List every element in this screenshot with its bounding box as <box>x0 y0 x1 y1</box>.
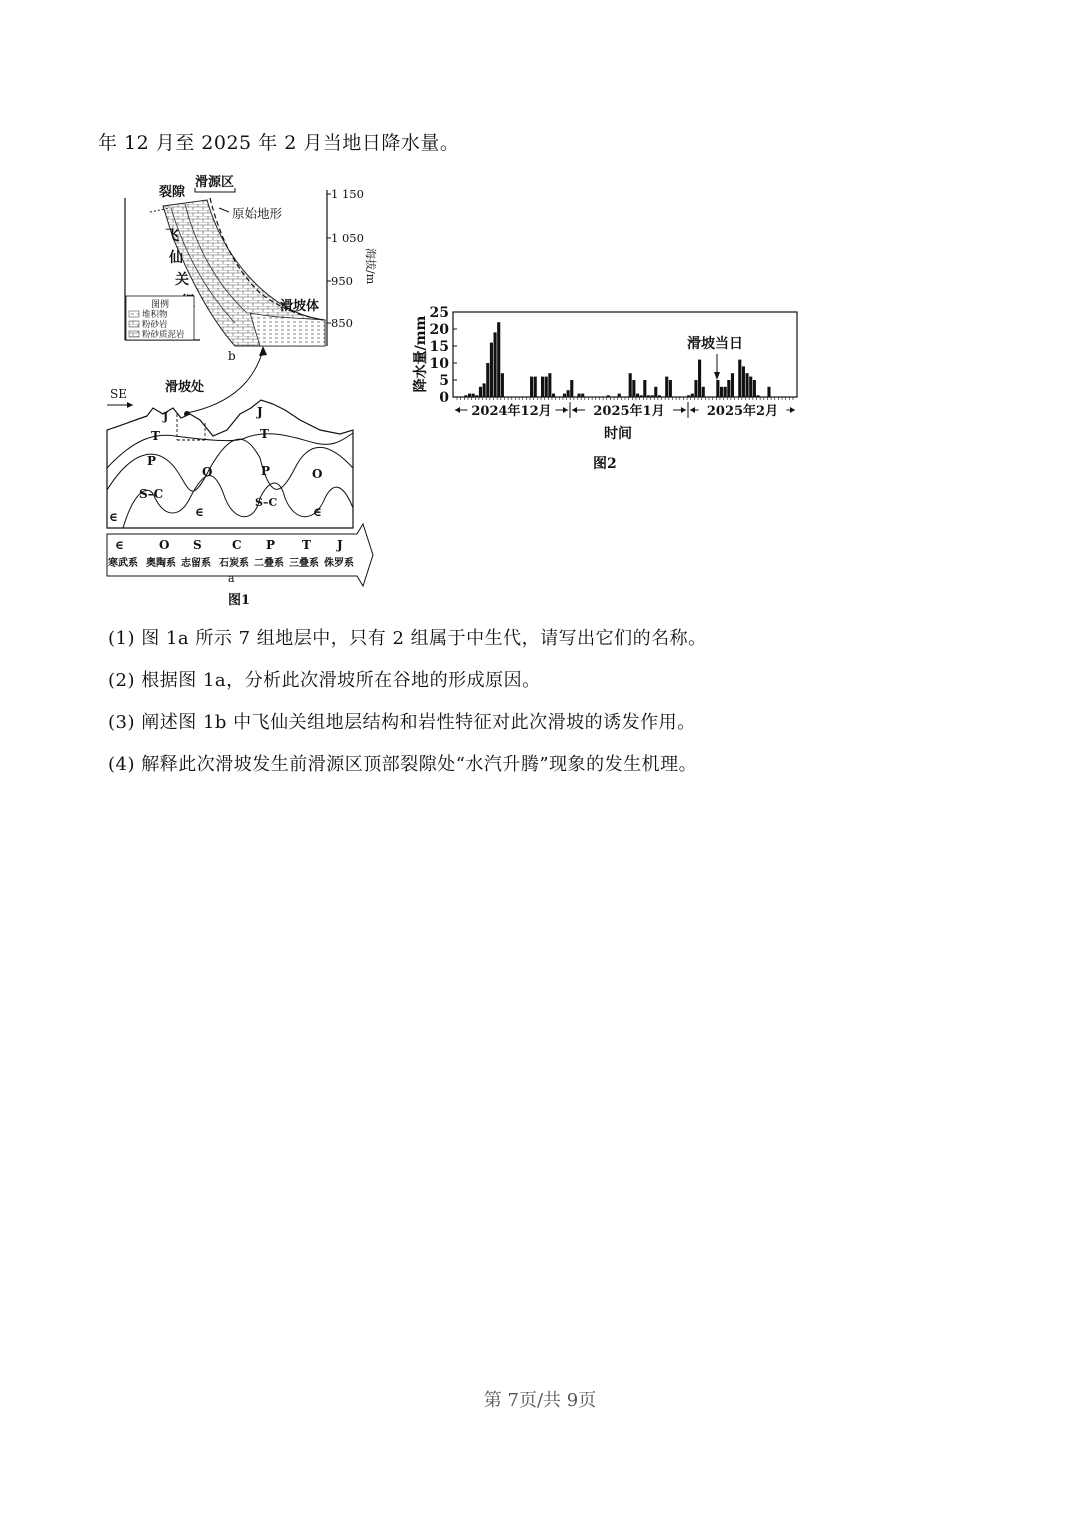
stratum-label: J <box>257 405 263 419</box>
direction-label: SE <box>110 387 127 401</box>
precip-bar <box>501 373 504 397</box>
figure-1b-sublabel: b <box>228 349 236 363</box>
figure-1a <box>107 379 373 586</box>
precip-bar <box>490 343 493 397</box>
strata-name: 奥陶系 <box>146 558 176 569</box>
precip-bar <box>746 373 749 397</box>
precip-bar <box>658 395 661 397</box>
landslide-site-label: 滑坡处 <box>165 380 205 395</box>
elev-tick-950: 950 <box>331 274 353 288</box>
period-label: 2025年1月 <box>593 404 665 419</box>
formation-char-2: 仙 <box>169 250 183 266</box>
y-tick-label: 25 <box>429 305 449 321</box>
precip-bar <box>567 390 570 397</box>
precip-bar <box>742 366 745 397</box>
precip-bar <box>545 377 548 397</box>
y-axis-label: 降水量/mm <box>413 315 429 393</box>
period-labels <box>455 402 795 419</box>
crack-label: 裂隙 <box>159 185 186 200</box>
stratum-label: P <box>147 454 157 468</box>
precip-bar <box>698 360 701 397</box>
stratum-label: P <box>261 464 271 478</box>
strata-sequence-arrow <box>107 524 373 586</box>
precip-bar <box>738 360 741 397</box>
precip-bar <box>472 394 475 397</box>
precip-bar <box>468 394 471 397</box>
precip-bar <box>581 394 584 397</box>
figure-2-caption: 图2 <box>593 456 617 472</box>
precip-bar <box>727 380 730 397</box>
precip-bar <box>636 394 639 397</box>
period-label: 2024年12月 <box>471 404 552 419</box>
stratum-label: T <box>151 429 160 443</box>
period-span-arrowhead <box>681 407 686 413</box>
precip-bar <box>724 387 727 397</box>
y-tick-label: 0 <box>439 390 449 406</box>
strata-code: J <box>337 538 343 552</box>
stratum-label: ∈ <box>313 505 322 519</box>
precip-bar <box>464 395 467 397</box>
stratum-label: O <box>202 465 213 479</box>
landslide-day-label: 滑坡当日 <box>687 336 743 352</box>
y-tick-label: 20 <box>429 322 449 338</box>
stratum-label: J <box>163 410 169 423</box>
precip-bar <box>753 380 756 397</box>
precip-bar <box>632 380 635 397</box>
slide-mass-label: 滑坡体 <box>280 299 320 314</box>
precip-bar <box>731 373 734 397</box>
y-tick-label: 5 <box>439 373 449 389</box>
legend-title: 图例 <box>151 300 170 310</box>
precip-bar <box>563 394 566 397</box>
precip-bar <box>541 377 544 397</box>
precip-bar <box>629 373 632 397</box>
strata-name: 二叠系 <box>254 558 284 569</box>
precip-bar <box>483 383 486 397</box>
period-span-arrowhead <box>690 407 695 413</box>
precip-bar <box>665 377 668 397</box>
precip-bar <box>530 377 533 397</box>
legend-item-silty-mudstone: 粉砂质泥岩 <box>142 330 185 340</box>
strata-code: S <box>193 538 202 552</box>
precip-bar <box>651 395 654 397</box>
question-1: (1) 图 1a 所示 7 组地层中，只有 2 组属于中生代，请写出它们的名称。 <box>108 628 707 649</box>
elev-tick-850: 850 <box>331 316 353 330</box>
elev-tick-1150: 1 150 <box>331 187 364 201</box>
precip-bar <box>749 377 752 397</box>
strata-code: C <box>232 538 242 552</box>
source-zone-label: 滑源区 <box>195 175 235 190</box>
stratum-label: T <box>260 427 269 441</box>
strata-name: 三叠系 <box>289 558 319 569</box>
intro-text: 年 12 月至 2025 年 2 月当地日降水量。 <box>98 132 460 154</box>
strata-code: ∈ <box>115 538 124 552</box>
strata-name: 石炭系 <box>219 558 249 569</box>
formation-char-3: 关 <box>175 272 189 288</box>
precip-bar <box>702 387 705 397</box>
precip-bar <box>494 332 497 397</box>
figure-1-caption: 图1 <box>228 593 251 608</box>
legend-item-siltstone: 粉砂岩 <box>142 320 168 330</box>
stratum-label: O <box>312 467 323 481</box>
precip-bar <box>756 395 759 397</box>
original-terrain-label: 原始地形 <box>232 206 283 221</box>
strata-name: 寒武系 <box>108 558 138 569</box>
y-tick-label: 15 <box>429 339 449 355</box>
precip-bar <box>654 387 657 397</box>
stratum-label: ∈ <box>195 505 204 519</box>
strata-code: O <box>159 538 170 552</box>
strata-name: 志留系 <box>181 558 211 569</box>
precip-bar <box>607 395 610 397</box>
period-span-arrowhead <box>572 407 577 413</box>
stratum-label: S–C <box>255 496 278 509</box>
precip-bar <box>716 380 719 397</box>
stratum-label: S–C <box>139 487 164 501</box>
precip-bar <box>618 394 621 397</box>
strata-code: T <box>302 538 311 552</box>
strata-code: P <box>266 538 276 552</box>
period-span-arrowhead <box>790 407 795 413</box>
stratum-label: ∈ <box>109 510 118 524</box>
figure-1a-sublabel: a <box>228 572 235 585</box>
precip-bar <box>687 395 690 397</box>
figure-2-precipitation-chart <box>405 298 805 478</box>
precip-bar <box>643 380 646 397</box>
precip-bar <box>479 387 482 397</box>
question-3: (3) 阐述图 1b 中飞仙关组地层结构和岩性特征对此次滑坡的诱发作用。 <box>108 712 696 733</box>
precip-bar <box>497 322 500 397</box>
period-label: 2025年2月 <box>706 404 779 419</box>
precip-bar <box>767 387 770 397</box>
page-footer: 第 7页/共 9页 <box>483 1390 597 1411</box>
precip-bar <box>578 394 581 397</box>
figure-1 <box>95 168 395 613</box>
precip-bar <box>669 380 672 397</box>
formation-char-1: 飞 <box>165 228 179 244</box>
precip-bar <box>570 380 573 397</box>
precip-bar <box>720 387 723 397</box>
plot-frame <box>453 312 797 397</box>
precip-bar <box>548 373 551 397</box>
y-tick-label: 10 <box>429 356 449 372</box>
precip-bar <box>694 380 697 397</box>
x-axis-label: 时间 <box>604 426 632 442</box>
precip-bar <box>534 377 537 397</box>
precip-bar <box>691 394 694 397</box>
bars <box>464 322 770 397</box>
elev-axis-label: 海拔/m <box>364 248 377 285</box>
legend-item-deposit: 堆积物 <box>142 310 168 320</box>
figure-1b <box>125 174 378 363</box>
question-4: (4) 解释此次滑坡发生前滑源区顶部裂隙处“水汽升腾”现象的发生机理。 <box>108 754 698 775</box>
precip-bar <box>486 363 489 397</box>
precip-bar <box>552 394 555 397</box>
precip-bar <box>475 395 478 397</box>
period-span-arrowhead <box>455 407 460 413</box>
elev-tick-1050: 1 050 <box>331 231 364 245</box>
precip-bar <box>640 395 643 397</box>
period-span-arrowhead <box>563 407 568 413</box>
question-2: (2) 根据图 1a，分析此次滑坡所在谷地的形成原因。 <box>108 670 541 691</box>
strata-name: 侏罗系 <box>324 558 354 569</box>
precip-bar <box>647 395 650 397</box>
